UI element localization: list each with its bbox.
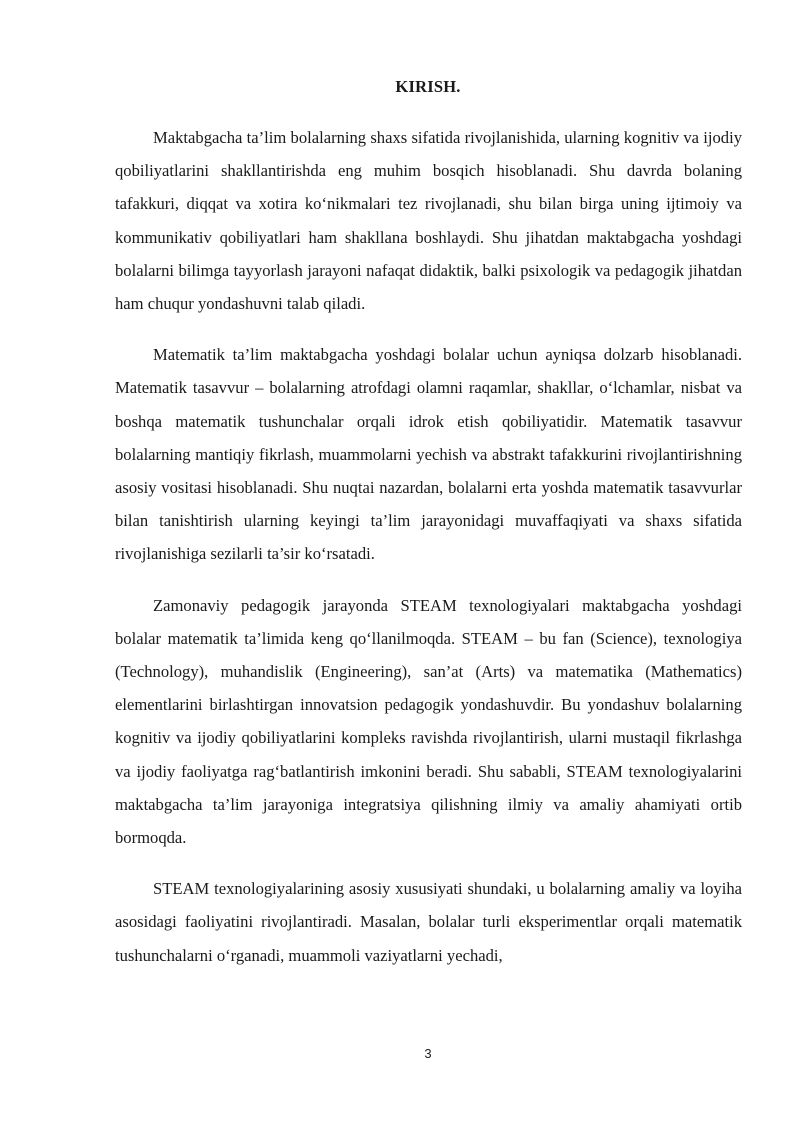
paragraph-2: Matematik ta’lim maktabgacha yoshdagi bolalar uchun ayniqsa dolzarb hisoblanadi. Matematik tasavvur – bolalarning atrofdagi olamni raqamlar, shakllar, o‘lchamlar, nisbat va boshqa matematik tushunchalar orqali idrok etish qobiliyatidir. Matematik tasavvur bolalarning mantiqiy fikrlash, muammolarni yechish va abstrakt tafakkurini rivojlantirishning asosiy vositasi hisoblanadi. Shu nuqtai nazardan, bolalarni erta yoshda matematik tasavvurlar bilan tanishtirish ularning keyingi ta’lim jarayonidagi muvaffaqiyati va shaxs sifatida rivojlanishiga sezilarli ta’sir ko‘rsatadi. bbox=[115, 345, 742, 564]
paragraph-3: Zamonaviy pedagogik jarayonda STEAM texnologiyalari maktabgacha yoshdagi bolalar matematik ta’limida keng qo‘llanilmoqda. STEAM – bu fan (Science), texnologiya (Technology), muhandislik (Engineering), san’at (Arts) va matematika (Mathematics) elementlarini birlashtirgan innovatsion pedagogik yondashuvdir. Bu yondashuv bolalarning kognitiv va ijodiy qobiliyatlarini kompleks ravishda rivojlantirish, ularni mustaqil fikrlashga va ijodiy faoliyatga rag‘batlantirish imkonini beradi. Shu sababli, STEAM texnologiyalarini maktabgacha ta’lim jarayoniga integratsiya qilishning ilmiy va amaliy ahamiyati ortib bormoqda. bbox=[115, 595, 742, 848]
document-body bbox=[115, 121, 742, 990]
paragraph-4: STEAM texnologiyalarining asosiy xususiyati shundaki, u bolalarning amaliy va loyiha asosidagi faoliyatini rivojlantiradi. Masalan, bolalar turli eksperimentlar orqali matematik tushunchalarni o‘rganadi, muammoli vaziyatlarni yechadi, bbox=[115, 879, 742, 965]
section-title: KIRISH. bbox=[395, 77, 461, 96]
page-number: 3 bbox=[424, 1046, 432, 1061]
paragraph-1: Maktabgacha ta’lim bolalarning shaxs sifatida rivojlanishida, ularning kognitiv va ijodiy qobiliyatlarini shakllantirishda eng muhim bosqich hisoblanadi. Shu davrda bolaning tafakkuri, diqqat va xotira ko‘nikmalari tez rivojlanadi, shu bilan birga uning ijtimoiy va kommunikativ qobiliyatlari ham shakllana boshlaydi. Shu jihatdan maktabgacha yoshdagi bolalarni bilimga tayyorlash jarayoni nafaqat didaktik, balki psixologik va pedagogik jihatdan ham chuqur yondashuvni talab qiladi. bbox=[115, 128, 742, 314]
